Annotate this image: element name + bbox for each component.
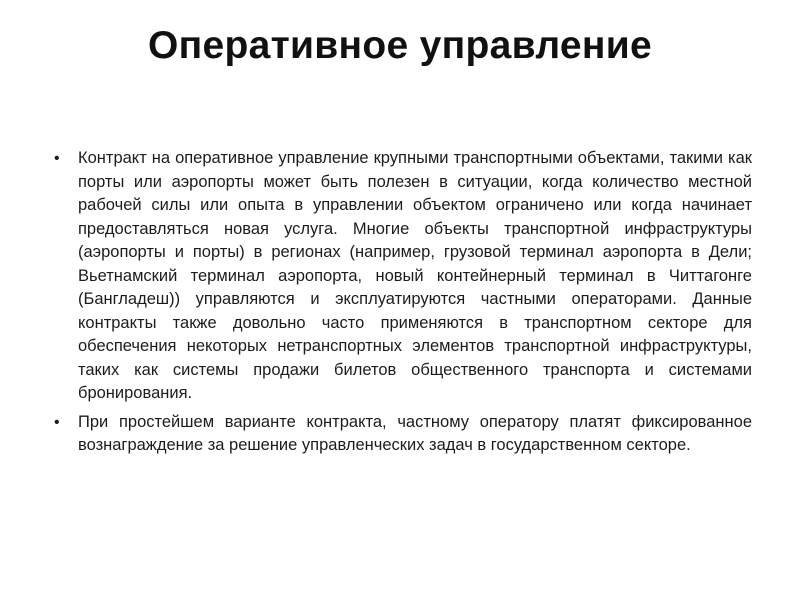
bullet-dot-icon: • [54, 413, 60, 431]
bullet-item-simple-contract [52, 411, 752, 458]
bullet-dot-icon: • [54, 150, 60, 167]
bullet-text: Контракт на оперативное управление крупными транспортными объектами, такими как порты или аэропорты может быть полезен в ситуации, когда количество местной рабочей силы или опыта в управлении объектом ограничено или когда начинает предоставляться новая услуга. Многие объекты транспортной инфраструктуры (аэропорты и порты) в регионах (например, грузовой терминал аэропорта в Дели; Вьетнамский терминал аэропорта, новый контейнерный терминал в Читтагонге (Бангладеш)) управляются и эксплуатируются частными операторами. Данные контракты также довольно часто применяются в транспортном секторе для обеспечения некоторых нетранспортных элементов транспортной инфраструктуры, таких как системы продажи билетов общественного транспорта и системами бронирования. [78, 149, 752, 402]
bullet-text: При простейшем варианте контракта, частному оператору платят фиксированное вознаграждение за решение управленческих задач в государственном секторе. [78, 412, 752, 454]
bullet-item-operational-contract [52, 147, 752, 406]
bullet-list [52, 147, 752, 463]
slide-title: Оперативное управление [147, 24, 653, 67]
